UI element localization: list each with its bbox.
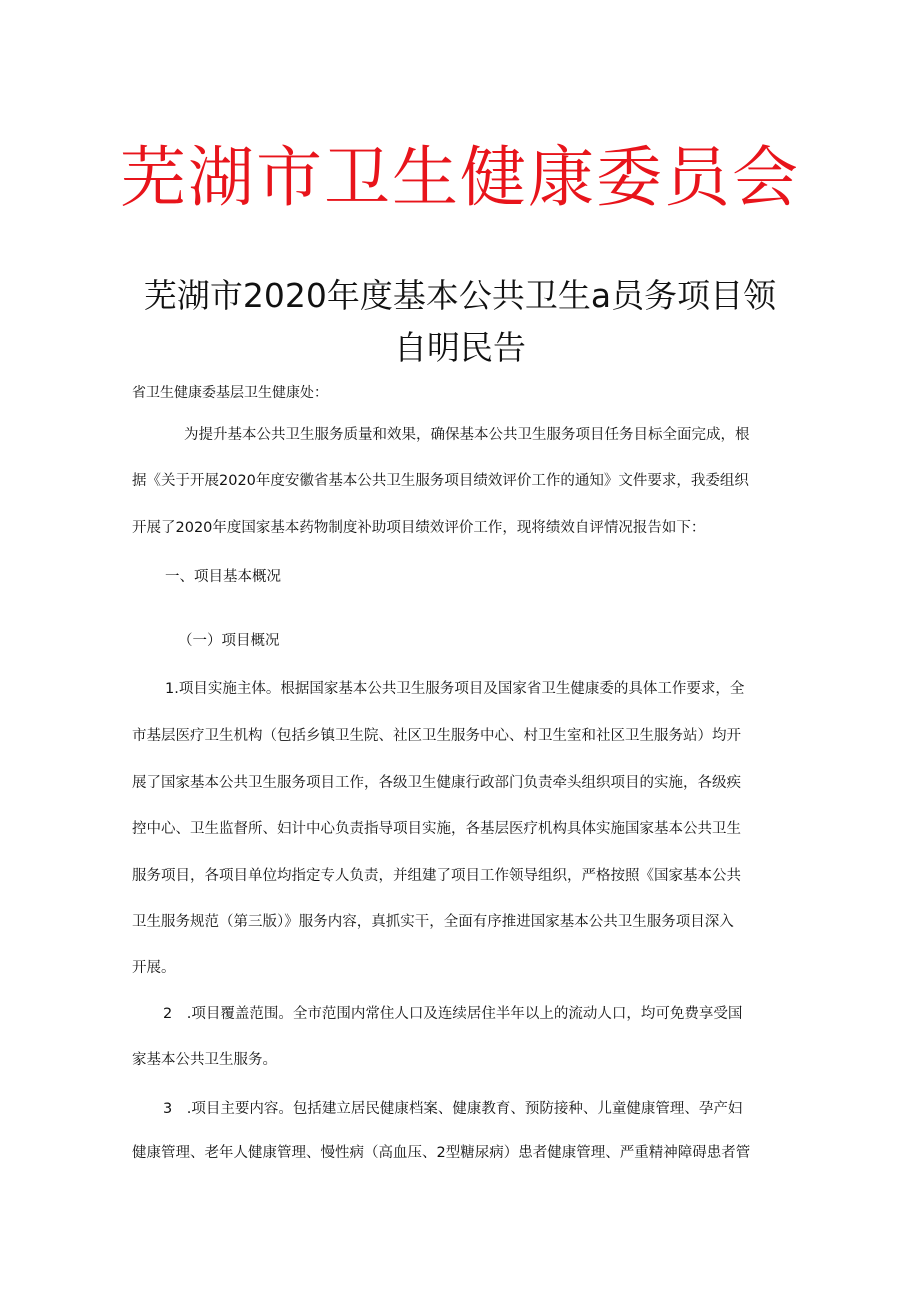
item3-line: 3 .项目主要内容。包括建立居民健康档案、健康教育、预防接种、儿童健康管理、孕产妇 — [163, 1101, 743, 1117]
intro-line: 据《关于开展2020年度安徽省基本公共卫生服务项目绩效评价工作的通知》文件要求，我委组织 — [132, 473, 749, 489]
item1-line: 展了国家基本公共卫生服务项目工作，各级卫生健康行政部门负责牵头组织项目的实施，各级疾 — [132, 775, 741, 791]
title-line-2: 自明民告 — [394, 328, 526, 367]
recipient-line: 省卫生健康委基层卫生健康处： — [132, 385, 328, 401]
document-title — [60, 270, 860, 374]
subsection-heading: （一）项目概况 — [178, 633, 280, 649]
item1-line: 开展。 — [132, 960, 176, 976]
item1-line: 卫生服务规范（第三版）》服务内容，真抓实干，全面有序推进国家基本公共卫生服务项目深入 — [132, 914, 734, 930]
section-heading: 一、项目基本概况 — [165, 569, 281, 585]
item1-line: 服务项目，各项目单位均指定专人负责，并组建了项目工作领导组织，严格按照《国家基本公共 — [132, 868, 741, 884]
item2-line: 2 .项目覆盖范围。全市范围内常住人口及连续居住半年以上的流动人口，均可免费享受国 — [163, 1006, 743, 1022]
title-line-1: 芜湖市2020年度基本公共卫生a员务项目领 — [143, 276, 777, 315]
item2-line: 家基本公共卫生服务。 — [132, 1052, 277, 1068]
item1-line: 1.项目实施主体。根据国家基本公共卫生服务项目及国家省卫生健康委的具体工作要求，全 — [165, 681, 745, 697]
item1-line: 市基层医疗卫生机构（包括乡镇卫生院、社区卫生服务中心、村卫生室和社区卫生服务站）均开 — [132, 728, 741, 744]
letterhead-org-name: 芜湖市卫生健康委员会 — [120, 139, 800, 216]
intro-line: 为提升基本公共卫生服务质量和效果，确保基本公共卫生服务项目任务目标全面完成，根 — [184, 427, 750, 443]
intro-line: 开展了2020年度国家基本药物制度补助项目绩效评价工作，现将绩效自评情况报告如下： — [132, 520, 706, 536]
item1-line: 控中心、卫生监督所、妇计中心负责指导项目实施，各基层医疗机构具体实施国家基本公共卫生 — [132, 821, 741, 837]
item3-line: 健康管理、老年人健康管理、慢性病（高血压、2型糖尿病）患者健康管理、严重精神障碍患者管 — [132, 1145, 751, 1161]
